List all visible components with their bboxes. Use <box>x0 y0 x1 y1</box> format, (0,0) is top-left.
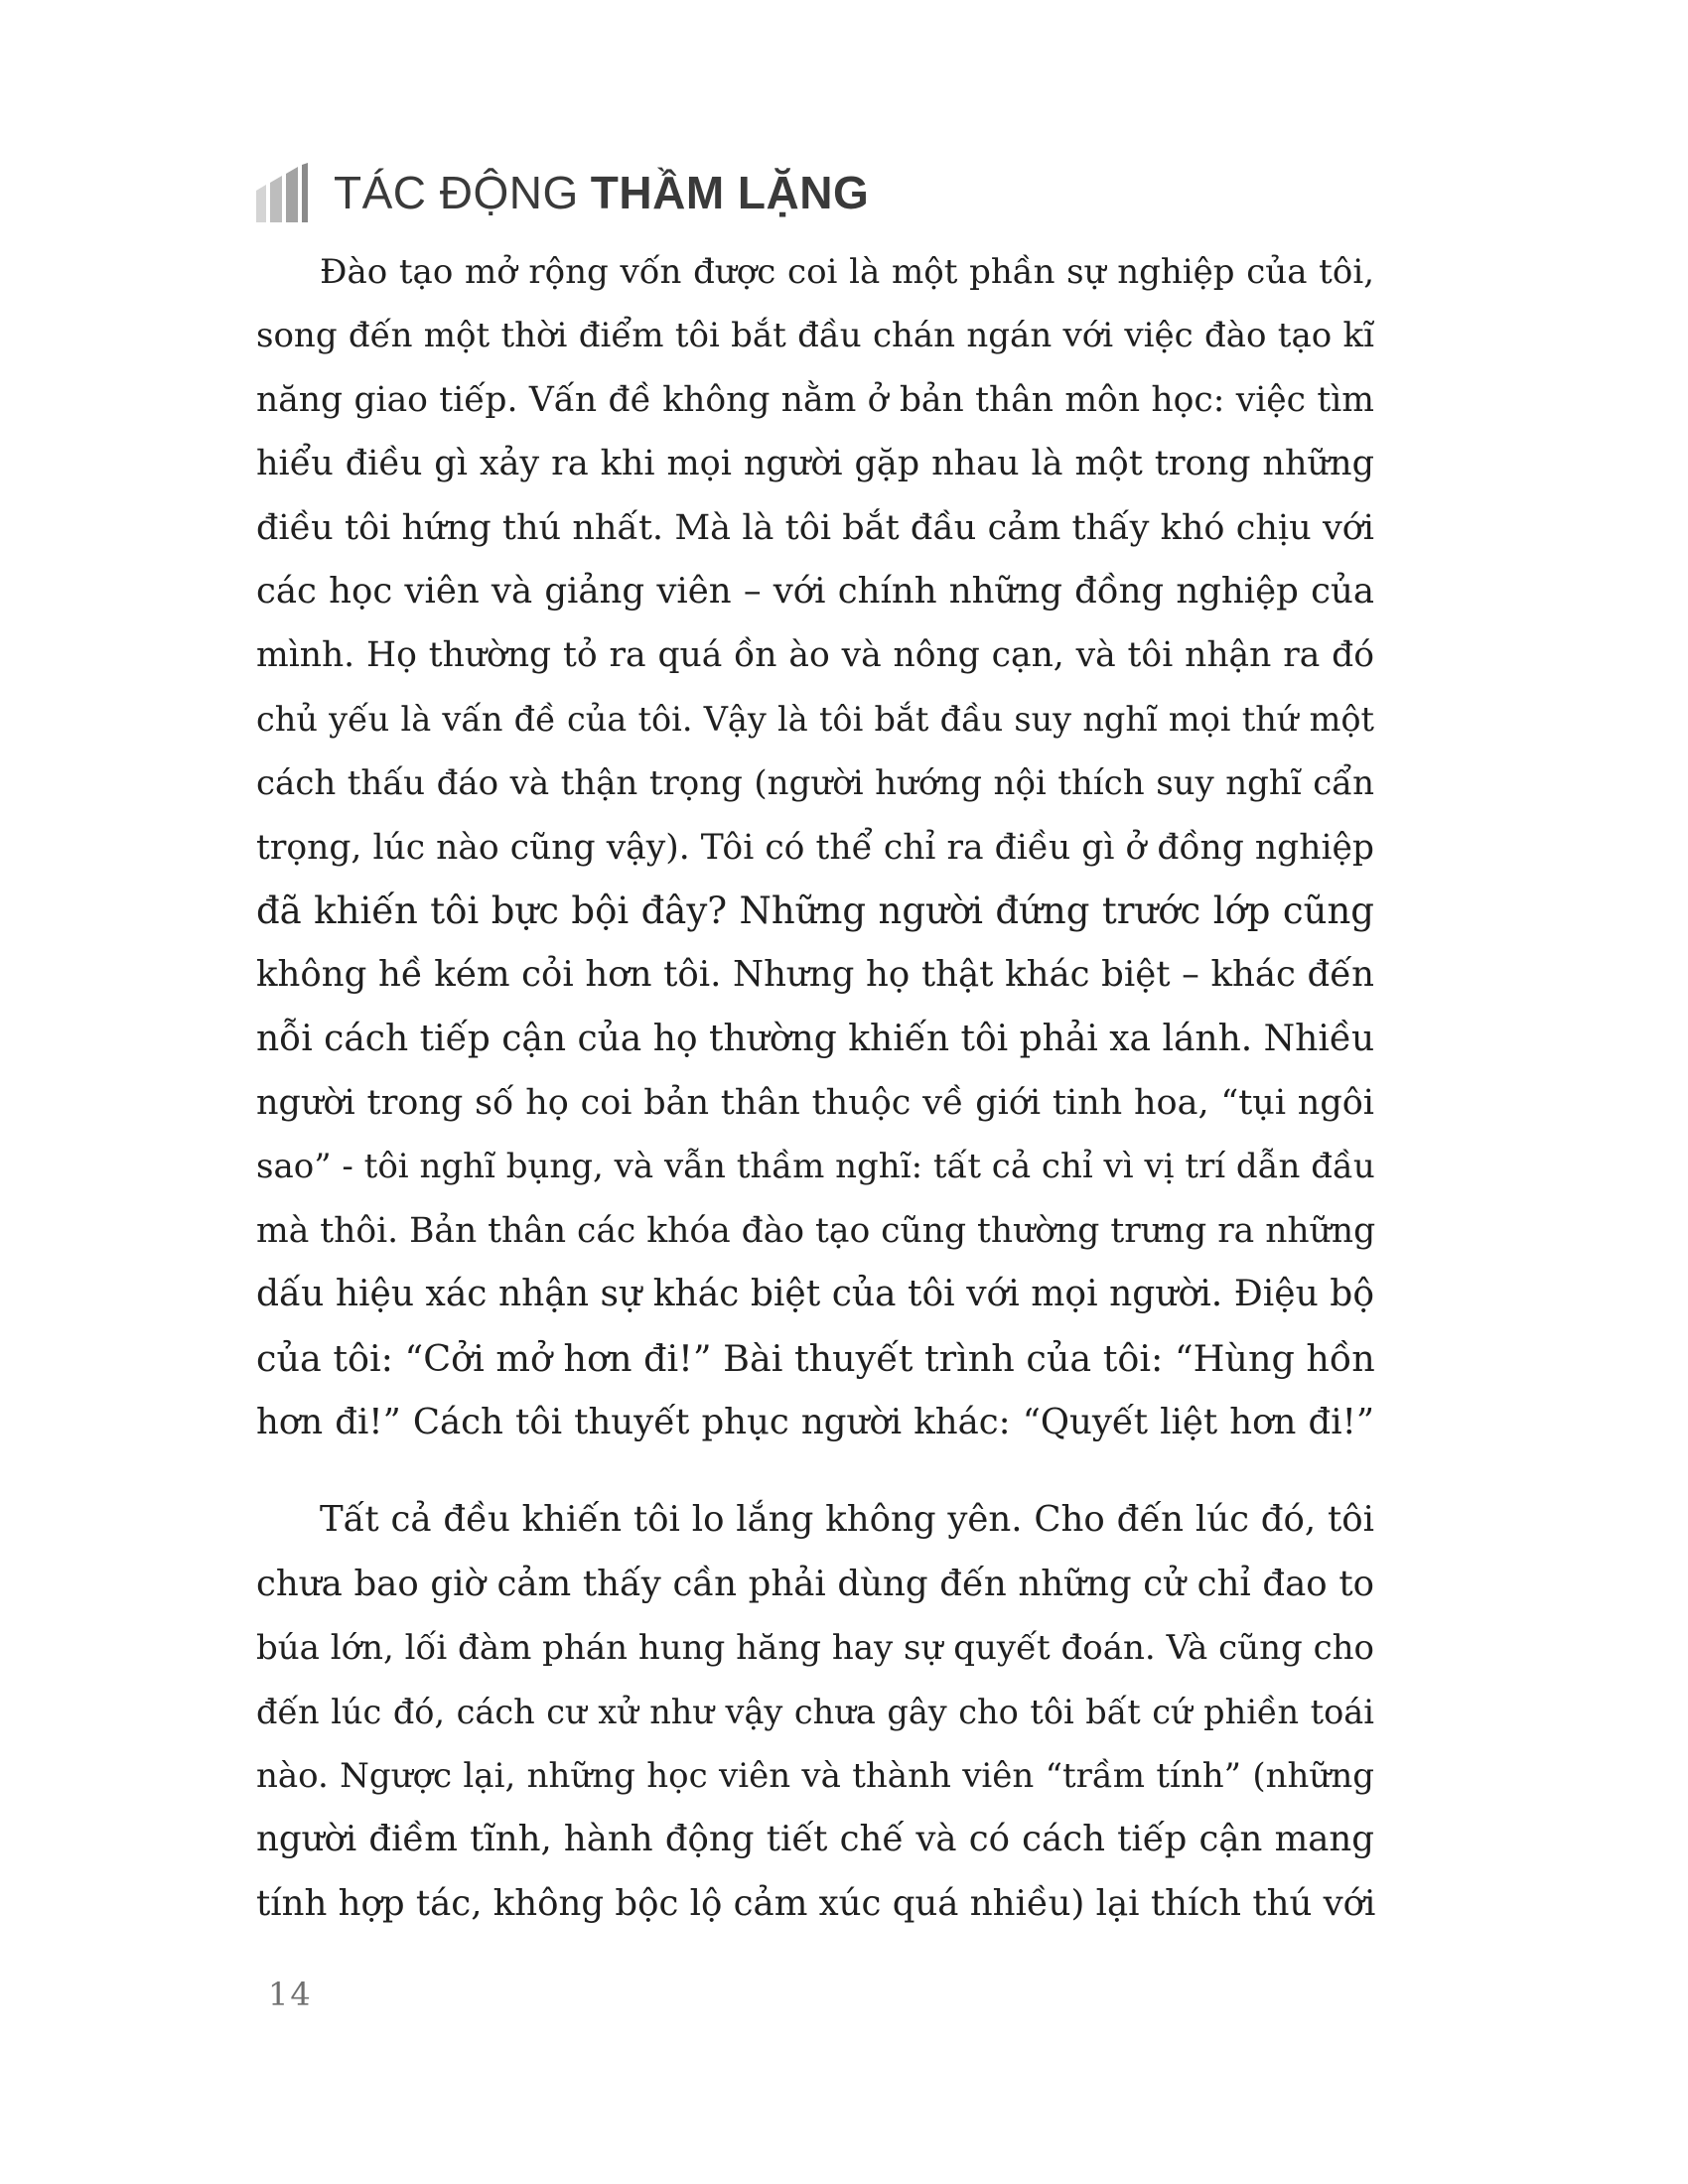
text-line: trọng, lúc nào cũng vậy). Tôi có thể chỉ ra điều gì ở đồng nghiệp <box>256 827 1374 868</box>
text-line: chủ yếu là vấn đề của tôi. Vậy là tôi bắt đầu suy nghĩ mọi thứ một <box>256 699 1374 739</box>
text-line: nỗi cách tiếp cận của họ thường khiến tôi phải xa lánh. Nhiều <box>256 1018 1375 1059</box>
text-line: các học viên và giảng viên – với chính những đồng nghiệp của <box>256 570 1374 612</box>
bars-logo-icon <box>256 163 322 222</box>
text-line: hơn đi!” Cách tôi thuyết phục người khác: “Quyết liệt hơn đi!” <box>256 1402 1374 1443</box>
text-line: Tất cả đều khiến tôi lo lắng không yên. Cho đến lúc đó, tôi <box>320 1499 1374 1541</box>
text-line: người điềm tĩnh, hành động tiết chế và có cách tiếp cận mang <box>256 1819 1374 1860</box>
text-line: sao” - tôi nghĩ bụng, và vẫn thầm nghĩ: tất cả chỉ vì vị trí dẫn đầu <box>256 1147 1375 1187</box>
chapter-title <box>334 166 869 219</box>
text-line: năng giao tiếp. Vấn đề không nằm ở bản thân môn học: việc tìm <box>256 379 1374 420</box>
paragraph <box>256 1488 1374 1936</box>
text-line: của tôi: “Cởi mở hơn đi!” Bài thuyết trình của tôi: “Hùng hồn <box>256 1336 1375 1380</box>
text-line: song đến một thời điểm tôi bắt đầu chán ngán với việc đào tạo kĩ <box>256 316 1374 356</box>
text-line: đến lúc đó, cách cư xử như vậy chưa gây cho tôi bất cứ phiền toái <box>256 1692 1374 1731</box>
text-line: người trong số họ coi bản thân thuộc về giới tinh hoa, “tụi ngôi <box>256 1083 1374 1124</box>
text-line: Đào tạo mở rộng vốn được coi là một phần sự nghiệp của tôi, <box>320 252 1374 292</box>
text-line: mình. Họ thường tỏ ra quá ồn ào và nông cạn, và tôi nhận ra đó <box>256 635 1374 676</box>
text-line: nào. Ngược lại, những học viên và thành viên “trầm tính” (những <box>256 1755 1374 1796</box>
paragraph-gap <box>256 1454 1374 1488</box>
text-line: búa lớn, lối đàm phán hung hăng hay sự quyết đoán. Và cũng cho <box>256 1628 1374 1669</box>
text-line: điều tôi hứng thú nhất. Mà là tôi bắt đầu cảm thấy khó chịu với <box>256 507 1374 548</box>
text-line: đã khiến tôi bực bội đây? Những người đứng trước lớp cũng <box>256 888 1374 932</box>
text-line: tính hợp tác, không bộc lộ cảm xúc quá nhiều) lại thích thú với <box>256 1882 1376 1924</box>
body-text <box>256 240 1374 1936</box>
page-number: 14 <box>268 1976 313 2013</box>
text-line: dấu hiệu xác nhận sự khác biệt của tôi với mọi người. Điệu bộ <box>256 1274 1374 1315</box>
chapter-title-bold: THẦM LẶNG <box>590 167 870 218</box>
text-line: không hề kém cỏi hơn tôi. Nhưng họ thật khác biệt – khác đến <box>256 954 1374 996</box>
text-line: cách thấu đáo và thận trọng (người hướng nội thích suy nghĩ cẩn <box>256 763 1374 804</box>
text-line: mà thôi. Bản thân các khóa đào tạo cũng thường trưng ra những <box>256 1210 1376 1251</box>
paragraph <box>256 240 1374 1454</box>
chapter-header <box>256 157 869 228</box>
text-line: hiểu điều gì xảy ra khi mọi người gặp nhau là một trong những <box>256 444 1374 484</box>
chapter-title-light: TÁC ĐỘNG <box>334 167 579 218</box>
text-line: chưa bao giờ cảm thấy cần phải dùng đến những cử chỉ đao to <box>256 1563 1374 1604</box>
